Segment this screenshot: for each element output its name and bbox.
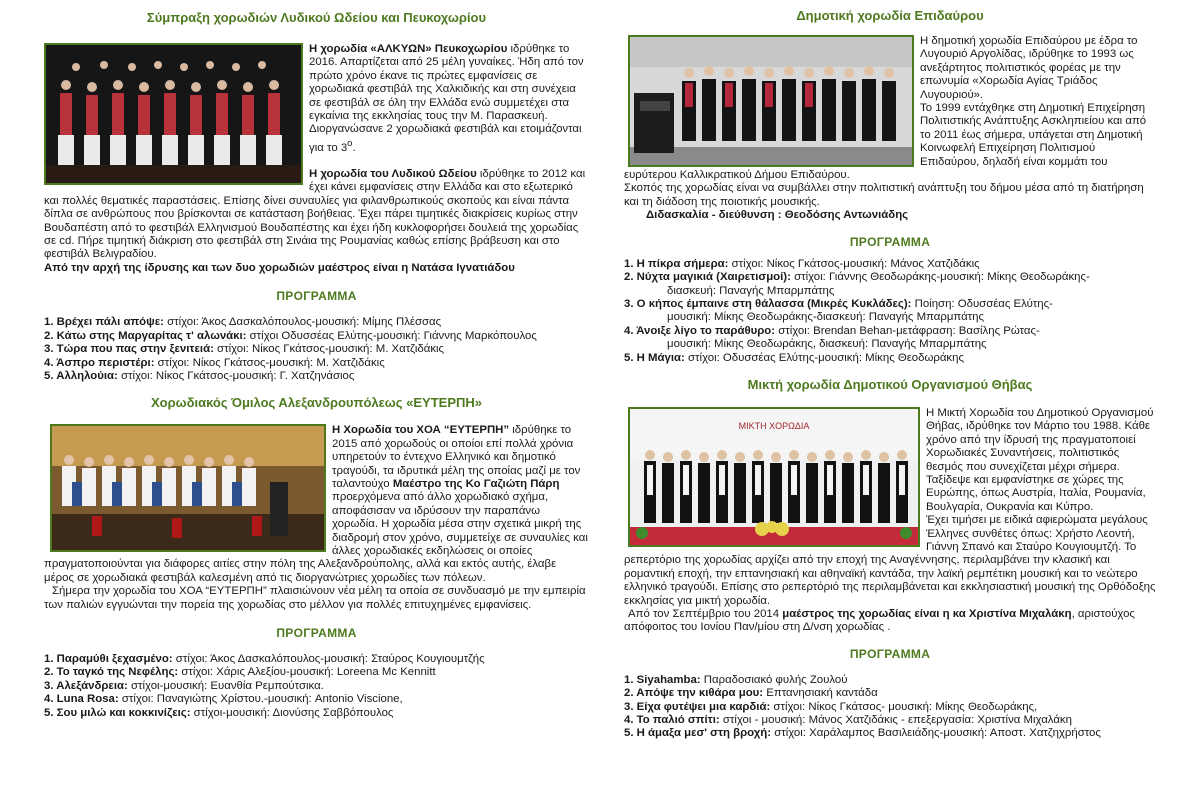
program-item: 1. Παραμύθι ξεχασμένο: στίχοι: Άκος Δασκαλόπουλος-μουσική: Σταύρος Κουγιουμτζής: [44, 653, 485, 666]
left-column: [44, 0, 589, 720]
epidavros-paragraph-3: Σκοπός της χορωδίας είναι να συμβάλλει στην πολιτιστική ανάπτυξη του δήμου μέσα από τη διατήρηση και τη διάδοση της ποιοτικής μουσικής.: [624, 182, 1144, 208]
program-item: 2. Νύχτα μαγικιά (Χαιρετισμοί): στίχοι: Γιάννης Θεοδωράκης-μουσική: Μίκης Θεοδωράκης-: [624, 271, 1090, 284]
program-item: 3. Τώρα που πας στην ξενιτειά: στίχοι: Νίκος Γκάτσος-μουσική: Μ. Χατζιδάκις: [44, 343, 445, 356]
epidavros-paragraph-2: Το 1999 εντάχθηκε στη Δημοτική Επιχείρηση Πολιτιστικής Ανάπτυξης Ασκληπιείου και από το 2011 έως σήμερα, υπάγεται στη Δημοτική Κοινωφελή Επιχείρηση Πολιτισμού Επιδαύρου, δηλαδή είναι κομμάτι του ευρύτερου Καλλικρατικού Δήμου Επιδαύρου.: [624, 102, 1147, 182]
program-item: 1. Siyahamba: Παραδοσιακό φυλής Ζουλού: [624, 673, 848, 686]
thiva-paragraph-4: Από τον Σεπτέμβριο του 2014 μαέστρος της χορωδίας είναι η κα Χριστίνα Μιχαλάκη, αριστούχος απόφοιτος του Ιονίου Παν/μίου στη Δ/νση χορωδίας .: [624, 608, 1135, 634]
euterpi-paragraph: Η Χορωδία του ΧΟΑ “ΕΥΤΕΡΠΗ” ιδρύθηκε το 2015 από χορωδούς οι οποίοι επί πολλά χρόνια υπηρετούν το έντεχνο Ελληνικό και δημοτικό τραγούδι, τα ιδρυτικά μέλη της οποίας μαζί με τον ταλαντούχο Μαέστρο της Κο Γαζιώτη Πάρη προερχόμενα από άλλο χορωδιακό σχήμα, αποφάσισαν να ιδρύσουν την παραπάνω χορωδία. Η χορωδία μέσα στην σχετικά μικρή της διαδρομή στον χρόνο, συμμετείχε σε συναυλίες και άλλες χορωδιακές εκδηλώσεις οι οποίες πραγματοποιούνται για διάφορες αιτίες στην πόλη της Αλεξανδρούπολης, αλλά και εκτός αυτής, έλαβε μέρος σε χορωδιακά φεστιβάλ καλεσμένη από τις διοργανώτριες χορωδίες των πόλεων.: [44, 424, 588, 584]
program-list-2: [44, 653, 589, 720]
thiva-paragraph-2: Ταξίδεψε και εμφανίστηκε σε χώρες της Ευρώπης, όπως Αυστρία, Ιταλία, Ρουμανία, Βουλγαρία, Ουκρανία και Κύπρο.: [926, 473, 1146, 513]
epidavros-director: Διδασκαλία - διεύθυνση : Θεοδόσης Αντωνιάδης: [646, 209, 909, 222]
program-list-1: [44, 316, 589, 383]
section-title-thiva: Μικτή χορωδία Δημοτικού Οργανισμού Θήβας: [747, 376, 1033, 392]
program-item: 5. Σου μιλώ και κοκκινίζεις: στίχοι-μουσική: Διονύσης Σαββόπουλος: [44, 706, 394, 719]
choir-photo-thiva: [628, 407, 920, 547]
program-item: 4. Το παλιό σπίτι: στίχοι - μουσική: Μάνος Χατζιδάκις - επεξεργασία: Χριστίνα Μιχαλάκη: [624, 714, 1072, 727]
maestro-line: Από την αρχή της ίδρυσης και των δυο χορωδιών μαέστρος είναι η Νατάσα Ιγνατιάδου: [44, 261, 515, 274]
program-list-3: [624, 258, 1156, 365]
section-title-alkyon: Σύμπραξη χορωδιών Λυδικού Ωδείου και Πευκοχωρίου: [146, 10, 487, 25]
program-item: 5. Αλληλούια: στίχοι: Νίκος Γκάτσος-μουσική: Γ. Χατζηνάσιος: [44, 369, 355, 382]
program-item: 3. Αλεξάνδρεια: στίχοι-μουσική: Ευανθία Ρεμπούτσικα.: [44, 679, 324, 692]
thiva-paragraph-1: Η Μικτή Χορωδία του Δημοτικού Οργανισμού Θήβας, ιδρύθηκε τον Μάρτιο του 1988. Κάθε χρόνο από την ίδρυσή της πραγματοποιεί Χορωδιακές Συναντήσεις, πολιτιστικός θεσμός που συνεχίζεται μέχρι σήμερα.: [926, 406, 1154, 473]
program-item: 1. Η πίκρα σήμερα: στίχοι: Νίκος Γκάτσος-μουσική: Μάνος Χατζιδάκις: [624, 257, 980, 270]
choir-photo-epidavros: [628, 35, 914, 167]
banner-text: ΜΙΚΤΗ ΧΟΡΩΔΙΑ: [738, 420, 810, 431]
section-title-euterpi: Χορωδιακός Όμιλος Αλεξανδρουπόλεως «ΕΥΤΕΡΠΗ»: [150, 395, 483, 411]
program-item: 4. Άνοιξε λίγο το παράθυρο: στίχοι: Brendan Behan-μετάφραση: Βασίλης Ρώτας-: [624, 324, 1040, 337]
thiva-paragraph-3: Έχει τιμήσει με ειδικά αφιερώματα μεγάλους Έλληνες συνθέτες όπως: Χρήστο Λεοντή, Γιάννη Σπανό και Σταύρο Κουγιουμτζή. Το ρεπερτόριο της χορωδίας αρχίζει από την εποχή της Αναγέννησης, περιλαμβάνει την κλασική και ρομαντική εποχή, την επτανησιακή και αθηναϊκή καντάδα, την λαϊκή ρεμπέτικη μουσική και το νεώτερο ελληνικό τραγούδι. Επίσης στο ρεπερτόριό της περιλαμβάνεται και εκκλησιαστική μουσική της Ορθόδοξης εκκλησίας για μικτή χορωδία.: [624, 514, 1156, 607]
program-item: 3. Ο κήπος έμπαινε στη θάλασσα (Μικρές Κυκλάδες): Ποίηση: Οδυσσέας Ελύτης-: [624, 297, 1053, 310]
program-item-continuation: μουσική: Μίκης Θεοδωράκης-διασκευή: Παναγής Μπαρμπάτης: [667, 311, 984, 324]
alkyon-paragraph: Η χορωδία «ΑΛΚΥΩΝ» Πευκοχωρίου ιδρύθηκε το 2016. Απαρτίζεται από 25 μέλη γυναίκες. Ήδη από τον πρώτο χρόνο έκανε τις πρώτες εμφανίσεις σε χορωδιακά φεστιβάλ της Χαλκιδικής και στη συνέχεια σε φεστιβάλ σε όλη την Ελλάδα ενώ συμμετέχει στα εγκαίνια της εκκλησίας τους την Μ. Παρασκευή. Διοργανώσανε 2 χορωδιακά φεστιβάλ και ετοιμάζονται για το $3^o$.: [309, 43, 584, 154]
euterpi-paragraph-2: Σήμερα την χορωδία του ΧΟΑ “ΕΥΤΕΡΠΗ” πλαισιώνουν νέα μέλη τα οποία σε συνδυασμό με την εμπειρία των παλιών εγγυώνται την πορεία της χορωδίας στο μέλλον για πολλές επιτυχημένες εμφανίσεις.: [44, 585, 586, 611]
program-title-4: ΠΡΟΓΡΑΜΜΑ: [849, 646, 931, 661]
program-list-4: [624, 674, 1156, 741]
program-item-continuation: μουσική: Μίκης Θεοδωράκης, διασκευή: Παναγής Μπαρμπάτης: [667, 338, 987, 351]
program-item: 4. Άσπρο περιστέρι: στίχοι: Νίκος Γκάτσος-μουσική: Μ. Χατζιδάκις: [44, 356, 385, 369]
program-item-continuation: διασκευή: Παναγής Μπαρμπάτης: [667, 284, 835, 297]
program-item: 2. Κάτω στης Μαργαρίτας τ' αλωνάκι: στίχοι Οδυσσέας Ελύτης-μουσική: Γιάννης Μαρκόπουλος: [44, 329, 537, 342]
program-item: 2. Απόψε την κιθάρα μου: Επτανησιακή καντάδα: [624, 687, 878, 700]
epidavros-paragraph-1: Η δημοτική χορωδία Επιδαύρου με έδρα το Λυγουριό Αργολίδας, ιδρύθηκε το 1993 ως ανεξάρτητος πολιτιστικός φορέας με την επωνυμία «Χορωδία Αγίας Τριάδος Λυγουριού».: [920, 35, 1138, 101]
program-item: 1. Βρέχει πάλι απόψε: στίχοι: Άκος Δασκαλόπουλος-μουσική: Μίμης Πλέσσας: [44, 316, 442, 329]
program-item: 2. Το ταγκό της Νεφέλης: στίχοι: Χάρις Αλεξίου-μουσική: Loreena Mc Kennitt: [44, 666, 436, 679]
choir-photo-alkyon: [44, 43, 303, 185]
program-title-2: ΠΡΟΓΡΑΜΜΑ: [276, 626, 357, 641]
program-item: 3. Είχα φυτέψει μια καρδιά: στίχοι: Νίκος Γκάτσος- μουσική: Μίκης Θεοδωράκης,: [624, 700, 1038, 713]
choir-photo-euterpi: [50, 424, 326, 552]
program-item: 5. Η άμαξα μεσ' στη βροχή: στίχοι: Χαράλαμπος Βασιλειάδης-μουσική: Αποστ. Χατζηχρήστος: [624, 727, 1101, 740]
right-column: [624, 0, 1156, 741]
program-item: 5. Η Μάγια: στίχοι: Οδυσσέας Ελύτης-μουσική: Μίκης Θεοδωράκης: [624, 351, 964, 364]
program-item: 4. Luna Rosa: στίχοι: Παναγιώτης Χρίστου.-μουσική: Antonio Viscione,: [44, 693, 403, 706]
lydiko-paragraph: Η χορωδία του Λυδικού Ωδείου ιδρύθηκε το 2012 και έχει κάνει εμφανίσεις στην Ελλάδα και στο εξωτερικό και πολλές θεματικές παραστάσεις. Επίσης δίνει συναυλίες για φιλανθρωπικούς σκοπούς και είναι πάντα δίπλα σε ανθρώπους που βρίσκονται σε κατάσταση βοήθειας. Έχει πάρει τιμητικές διακρίσεις κυρίως στην Βουδαπέστη από το φεστιβάλ Ελληνισμού Βουδαπέστης και έχει ήδη κυκλοφορήσει δουλειά της χορωδίας σε cd. Πήρε τιμητική διάκριση στο φεστιβάλ στη Σινάια της Ρουμανίας καθώς επίσης βράβευση και στο φεστιβάλ Βελιγραδίου.: [44, 168, 586, 261]
program-title-1: ΠΡΟΓΡΑΜΜΑ: [276, 289, 357, 304]
section-title-epidavros: Δημοτική χορωδία Επιδαύρου: [796, 8, 984, 23]
program-title-3: ΠΡΟΓΡΑΜΜΑ: [849, 234, 931, 249]
